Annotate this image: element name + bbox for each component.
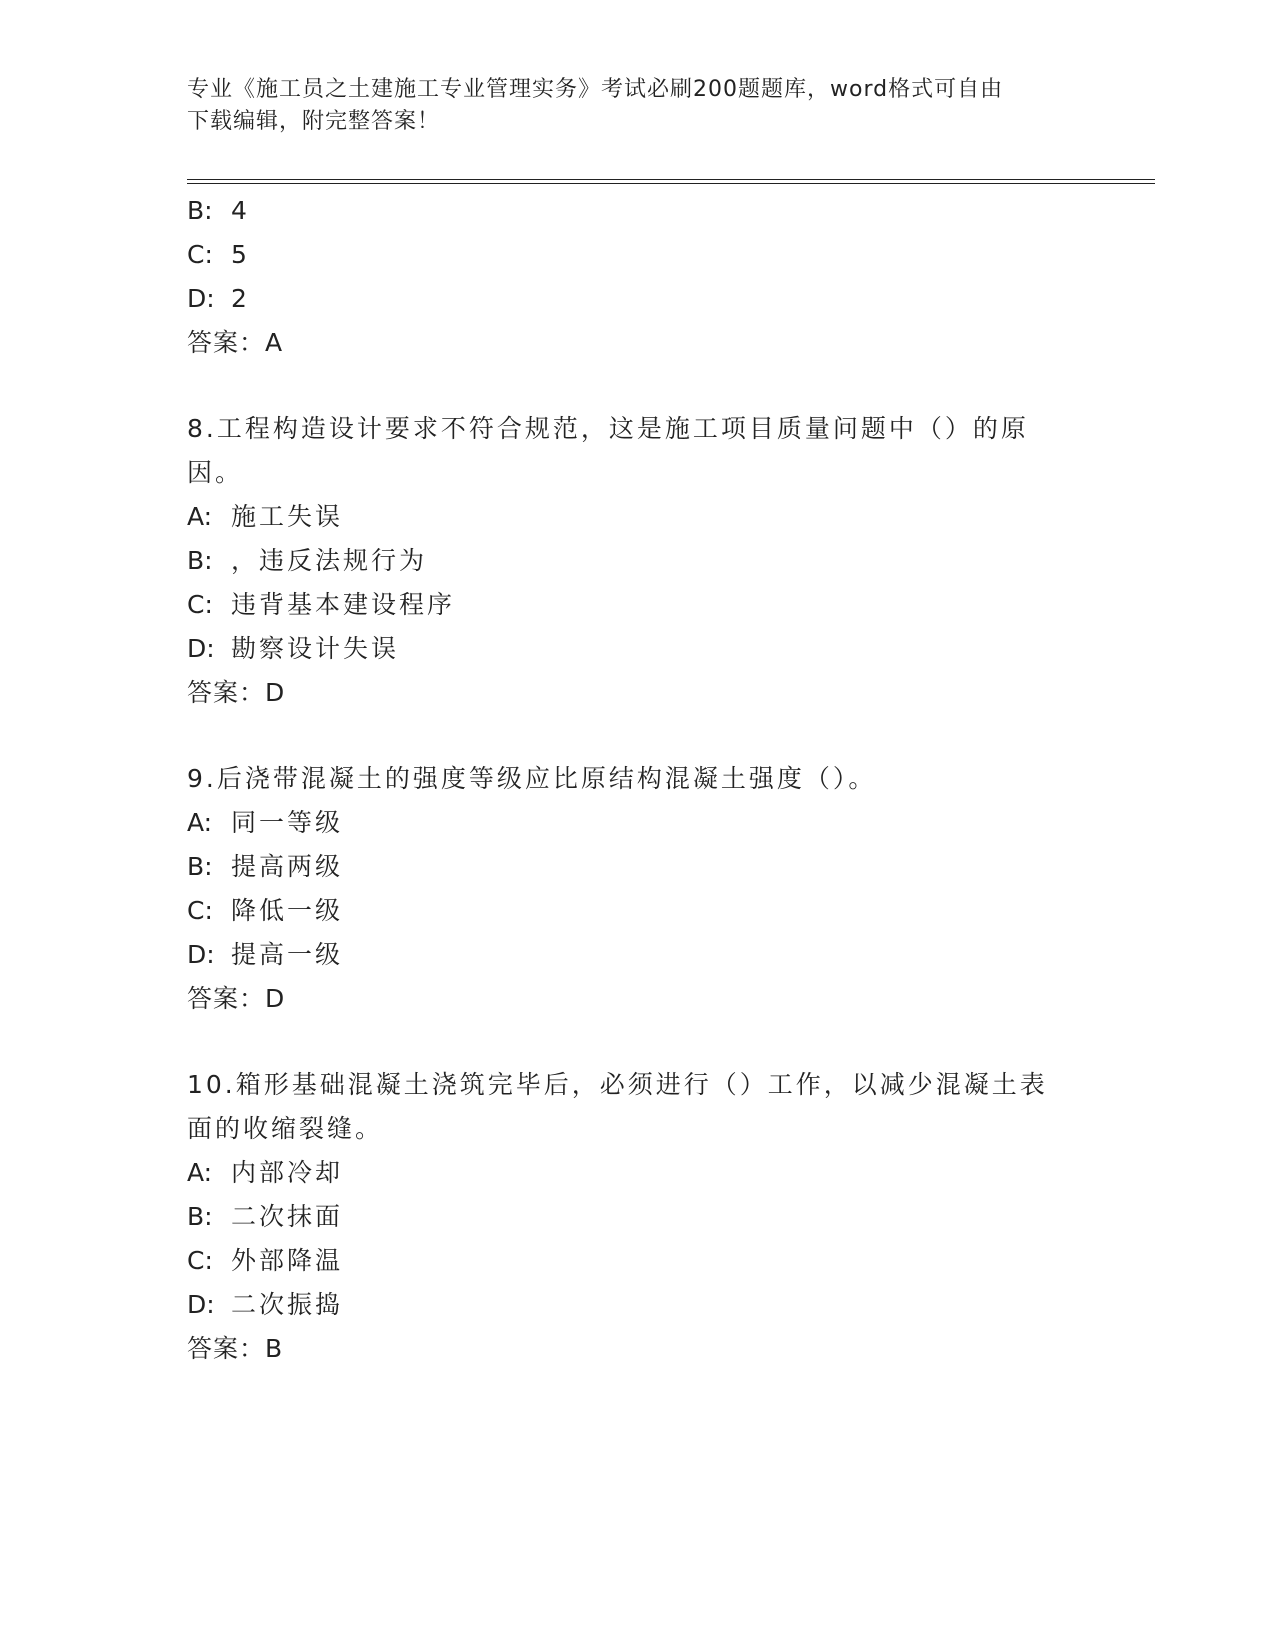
option-label: A: [187, 808, 213, 837]
option-label: C: [187, 590, 213, 619]
option-b [187, 1200, 343, 1234]
option-c [187, 894, 343, 928]
header-divider-top [187, 179, 1155, 180]
option-text: 提高一级 [231, 940, 344, 969]
question-stem-9-line-1: 9.后浇带混凝土的强度等级应比原结构混凝土强度（）。 [187, 764, 877, 793]
option-label: C: [187, 240, 213, 269]
question-stem-8-line-2: 因。 [187, 458, 244, 487]
option-label: A: [187, 1158, 213, 1187]
option-label: D: [187, 1290, 215, 1319]
option-label: D: [187, 284, 215, 313]
option-label: A: [187, 502, 213, 531]
question-stem-8-line-1: 8.工程构造设计要求不符合规范，这是施工项目质量问题中（）的原 [187, 414, 1029, 443]
question-stem-10-line-2: 面的收缩裂缝。 [187, 1114, 384, 1143]
option-text: 二次抹面 [231, 1202, 344, 1231]
option-d [187, 282, 250, 316]
option-text: 5 [231, 240, 250, 269]
option-c [187, 588, 455, 622]
question-stem-10-line-1: 10.箱形基础混凝土浇筑完毕后，必须进行（）工作，以减少混凝土表 [187, 1070, 1048, 1099]
header-divider-bottom [187, 183, 1155, 184]
option-text: ，违反法规行为 [231, 546, 428, 575]
option-b [187, 194, 250, 228]
answer-line: 答案：B [187, 1334, 284, 1363]
option-label: B: [187, 196, 213, 225]
option-label: C: [187, 896, 213, 925]
option-label: B: [187, 1202, 213, 1231]
option-b [187, 850, 343, 884]
option-c [187, 1244, 343, 1278]
option-label: B: [187, 546, 213, 575]
option-text: 内部冷却 [231, 1158, 344, 1187]
option-c [187, 238, 250, 272]
answer-line: 答案：D [187, 678, 286, 707]
option-b [187, 544, 427, 578]
option-label: D: [187, 634, 215, 663]
option-a [187, 500, 343, 534]
option-d [187, 938, 343, 972]
option-text: 提高两级 [231, 852, 344, 881]
option-label: C: [187, 1246, 213, 1275]
option-a [187, 1156, 343, 1190]
option-text: 勘察设计失误 [231, 634, 400, 663]
option-d [187, 632, 399, 666]
answer-line: 答案：D [187, 984, 286, 1013]
option-text: 二次振捣 [231, 1290, 344, 1319]
option-text: 4 [231, 196, 250, 225]
answer-line: 答案：A [187, 328, 284, 357]
option-text: 2 [231, 284, 250, 313]
option-text: 同一等级 [231, 808, 344, 837]
option-text: 违背基本建设程序 [231, 590, 456, 619]
option-label: B: [187, 852, 213, 881]
header-line-1: 专业《施工员之土建施工专业管理实务》考试必刷200题题库，word格式可自由 [187, 77, 1004, 102]
option-d [187, 1288, 343, 1322]
option-label: D: [187, 940, 215, 969]
option-text: 降低一级 [231, 896, 344, 925]
document-header [187, 74, 1077, 138]
header-line-2: 下载编辑，附完整答案！ [187, 109, 441, 134]
option-text: 外部降温 [231, 1246, 344, 1275]
option-a [187, 806, 343, 840]
option-text: 施工失误 [231, 502, 344, 531]
